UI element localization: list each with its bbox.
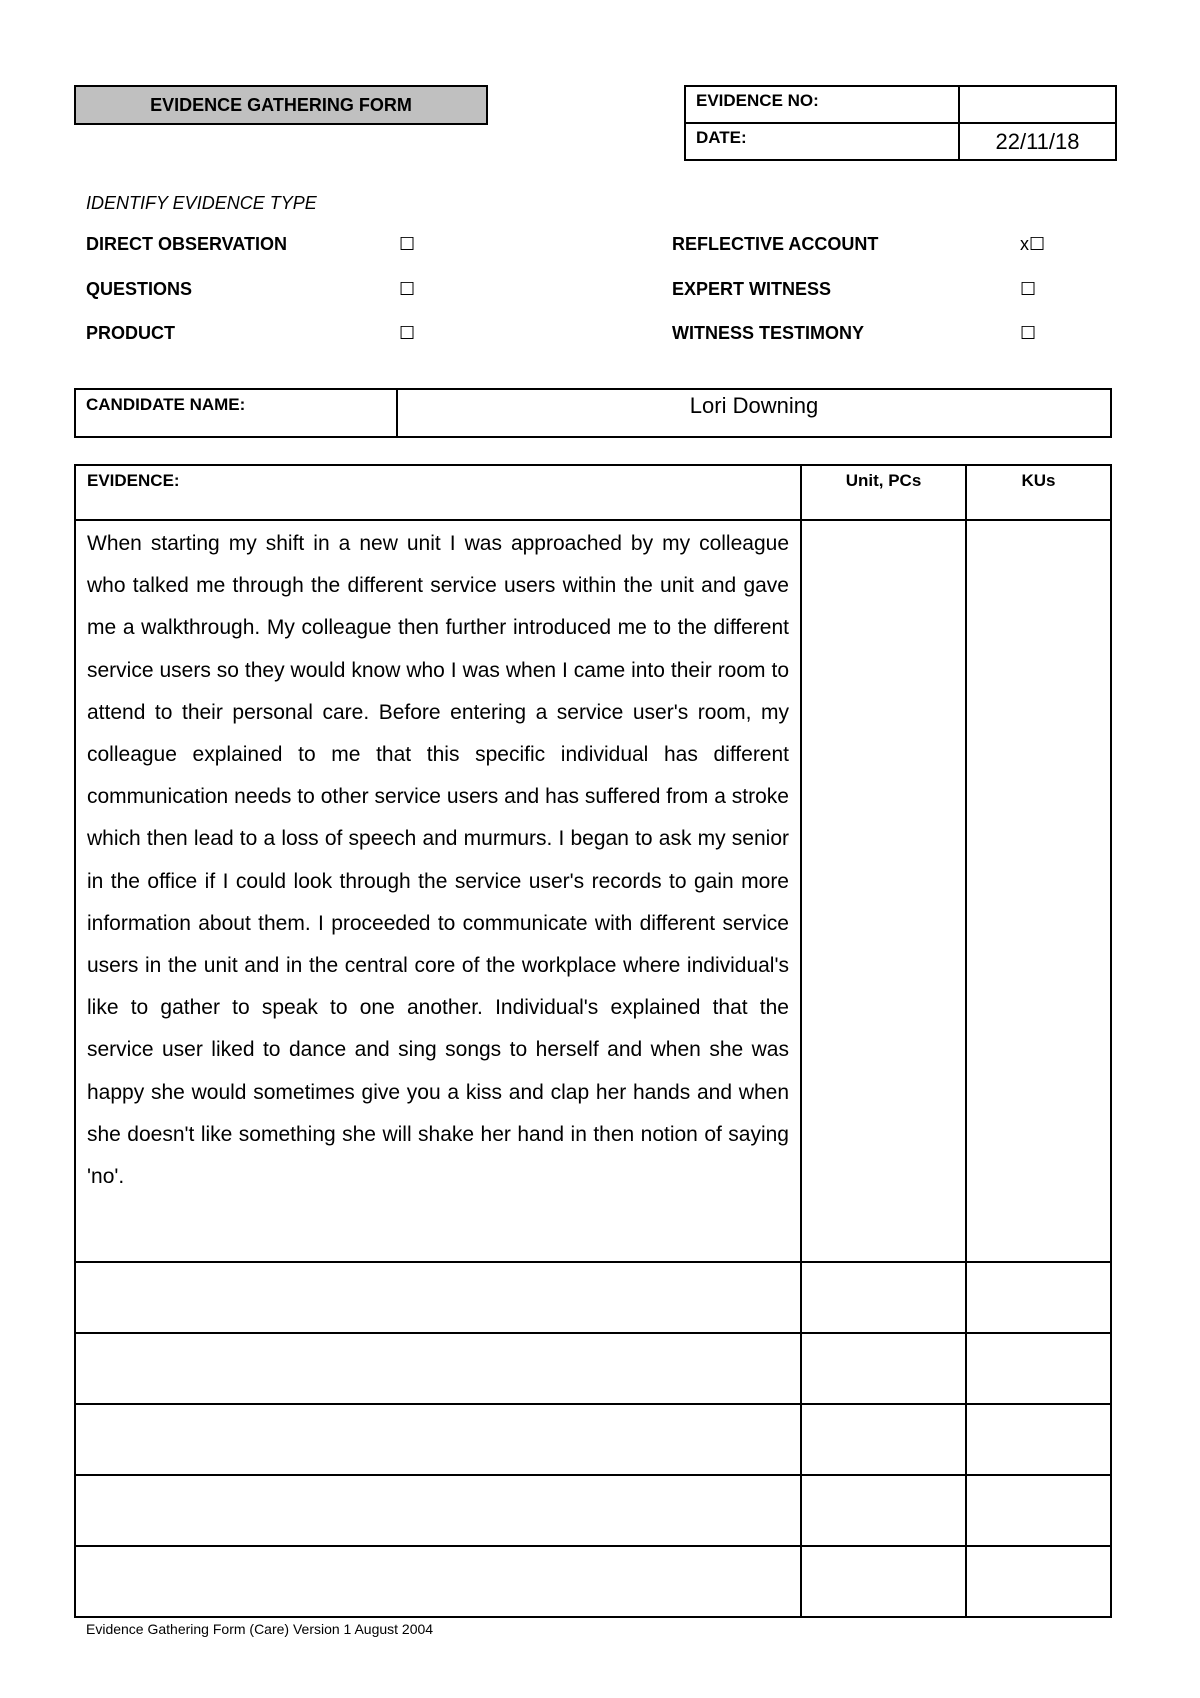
evidence-table [74,464,1112,1618]
evidence-no-label: EVIDENCE NO: [685,86,959,123]
candidate-table [74,388,1112,438]
direct-observation-checkbox[interactable]: ☐ [399,234,416,254]
evidence-blank-cell[interactable] [75,1262,801,1333]
reflective-account-checkbox[interactable]: x☐ [1020,234,1046,254]
kus-blank-cell[interactable] [966,1475,1111,1546]
kus-cell[interactable] [966,520,1111,1262]
kus-blank-cell[interactable] [966,1262,1111,1333]
date-field[interactable]: 22/11/18 [959,123,1116,160]
kus-blank-cell[interactable] [966,1333,1111,1404]
evidence-blank-cell[interactable] [75,1546,801,1617]
candidate-name-field[interactable]: Lori Downing [397,389,1111,437]
unit-pcs-blank-cell[interactable] [801,1546,966,1617]
witness-testimony-label: WITNESS TESTIMONY [672,323,865,343]
evidence-header: EVIDENCE: [75,465,801,520]
unit-pcs-blank-cell[interactable] [801,1475,966,1546]
evidence-no-field[interactable] [959,86,1116,123]
unit-pcs-cell[interactable] [801,520,966,1262]
evidence-type-heading: IDENTIFY EVIDENCE TYPE [86,193,317,213]
date-label: DATE: [685,123,959,160]
product-checkbox[interactable]: ☐ [399,323,416,343]
evidence-meta-table [684,85,1117,161]
product-label: PRODUCT [86,323,175,343]
unit-pcs-header: Unit, PCs [801,465,966,520]
evidence-blank-cell[interactable] [75,1404,801,1475]
questions-checkbox[interactable]: ☐ [399,279,416,299]
reflective-account-label: REFLECTIVE ACCOUNT [672,234,879,254]
footer-version: Evidence Gathering Form (Care) Version 1 August 2004 [86,1621,434,1637]
kus-header: KUs [966,465,1111,520]
candidate-name-label: CANDIDATE NAME: [75,389,397,437]
kus-blank-cell[interactable] [966,1546,1111,1617]
form-title: EVIDENCE GATHERING FORM [74,85,488,125]
unit-pcs-blank-cell[interactable] [801,1262,966,1333]
unit-pcs-blank-cell[interactable] [801,1333,966,1404]
evidence-text[interactable]: When starting my shift in a new unit I was approached by my colleague who talked me through the different service users within the unit and gave me a walkthrough. My colleague then further introduced me to the different service users so they would know who I was when I came into their room to attend to their personal care. Before entering a service user's room, my colleague explained to me that this specific individual has different communication needs to other service users and has suffered from a stroke which then lead to a loss of speech and murmurs. I began to ask my senior in the office if I could look through the service user's records to gain more information about them. I proceeded to communicate with different service users in the unit and in the central core of the workplace where individual's like to gather to speak to one another. Individual's explained that the service user liked to dance and sing songs to herself and when she was happy she would sometimes give you a kiss and clap her hands and when she doesn't like something she will shake her hand in then notion of saying 'no'. [75,520,801,1262]
evidence-blank-cell[interactable] [75,1475,801,1546]
evidence-blank-cell[interactable] [75,1333,801,1404]
unit-pcs-blank-cell[interactable] [801,1404,966,1475]
questions-label: QUESTIONS [86,279,193,299]
expert-witness-label: EXPERT WITNESS [672,279,832,299]
expert-witness-checkbox[interactable]: ☐ [1020,279,1037,299]
witness-testimony-checkbox[interactable]: ☐ [1020,323,1037,343]
direct-observation-label: DIRECT OBSERVATION [86,234,288,254]
kus-blank-cell[interactable] [966,1404,1111,1475]
